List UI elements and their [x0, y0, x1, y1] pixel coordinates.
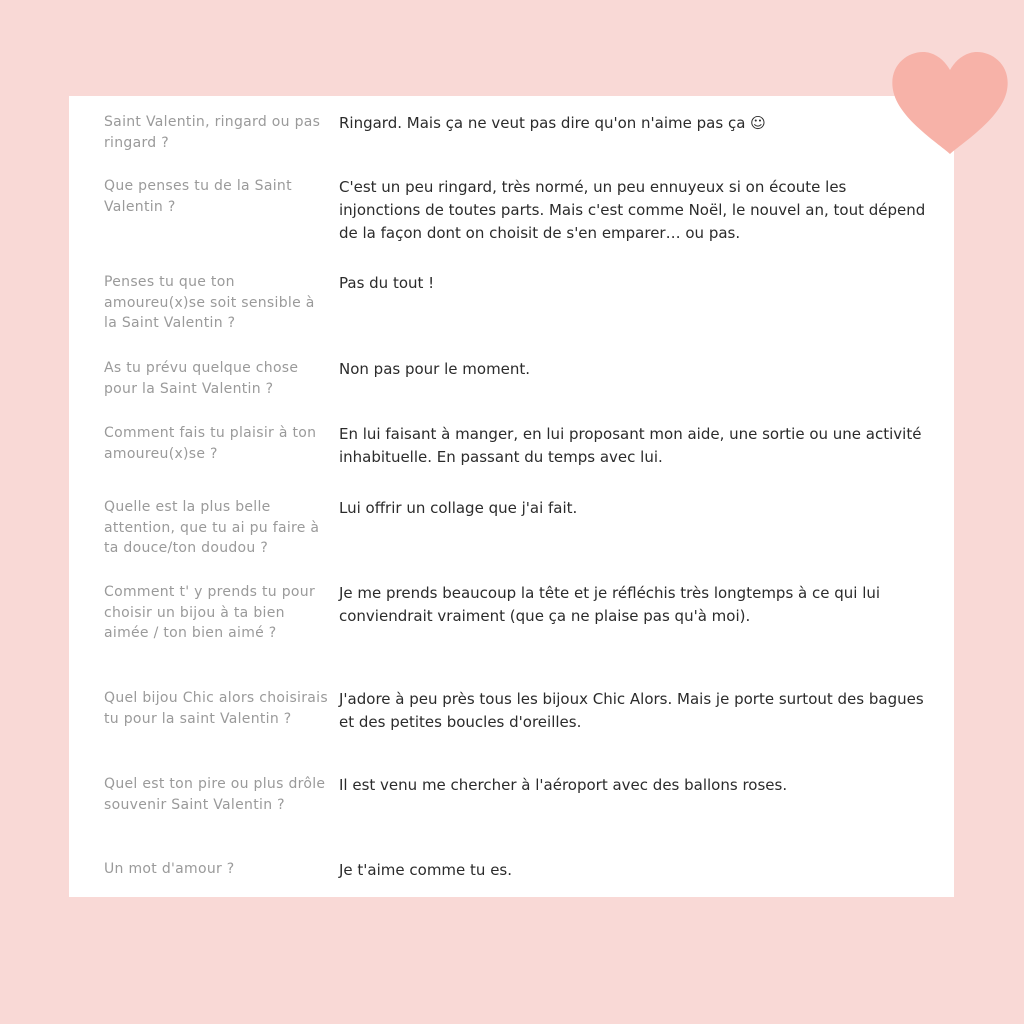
question-text: Quel bijou Chic alors choisirais tu pour la saint Valentin ? [104, 690, 328, 727]
question-text: Quel est ton pire ou plus drôle souvenir Saint Valentin ? [104, 776, 326, 813]
question-text: Saint Valentin, ringard ou pas ringard ? [104, 114, 321, 151]
answer-text: Pas du tout ! [339, 274, 435, 292]
question-text: Un mot d'amour ? [104, 861, 235, 877]
answer-text: Il est venu me chercher à l'aéroport avec des ballons roses. [339, 776, 788, 794]
answer-text: Non pas pour le moment. [339, 360, 531, 378]
answer-text: En lui faisant à manger, en lui proposant mon aide, une sortie ou une activité inhabituelle. En passant du temps avec lui. [339, 425, 922, 466]
question-text: Penses tu que ton amoureu(x)se soit sensible à la Saint Valentin ? [104, 274, 315, 331]
answer-text: J'adore à peu près tous les bijoux Chic Alors. Mais je porte surtout des bagues et des petites boucles d'oreilles. [339, 690, 924, 731]
answer-text: Je t'aime comme tu es. [339, 861, 513, 879]
answer-text: C'est un peu ringard, très normé, un peu ennuyeux si on écoute les injonctions de toutes parts. Mais c'est comme Noël, le nouvel an, tout dépend de la façon dont on choisit de s'en emparer… ou pas. [339, 178, 926, 242]
question-text: Que penses tu de la Saint Valentin ? [104, 178, 292, 215]
answer-text: Je me prends beaucoup la tête et je réfléchis très longtemps à ce qui lui conviendrait vraiment (que ça ne plaise pas qu'à moi). [339, 584, 881, 625]
answer-text: Lui offrir un collage que j'ai fait. [339, 499, 578, 517]
question-text: Comment fais tu plaisir à ton amoureu(x)se ? [104, 425, 317, 462]
heart-icon [890, 48, 1010, 158]
interview-card [69, 96, 954, 897]
answer-text: Ringard. Mais ça ne veut pas dire qu'on n'aime pas ça ☺ [339, 114, 766, 132]
question-text: Quelle est la plus belle attention, que tu ai pu faire à ta douce/ton doudou ? [104, 499, 320, 556]
question-text: Comment t' y prends tu pour choisir un bijou à ta bien aimée / ton bien aimé ? [104, 584, 316, 641]
question-text: As tu prévu quelque chose pour la Saint Valentin ? [104, 360, 299, 397]
